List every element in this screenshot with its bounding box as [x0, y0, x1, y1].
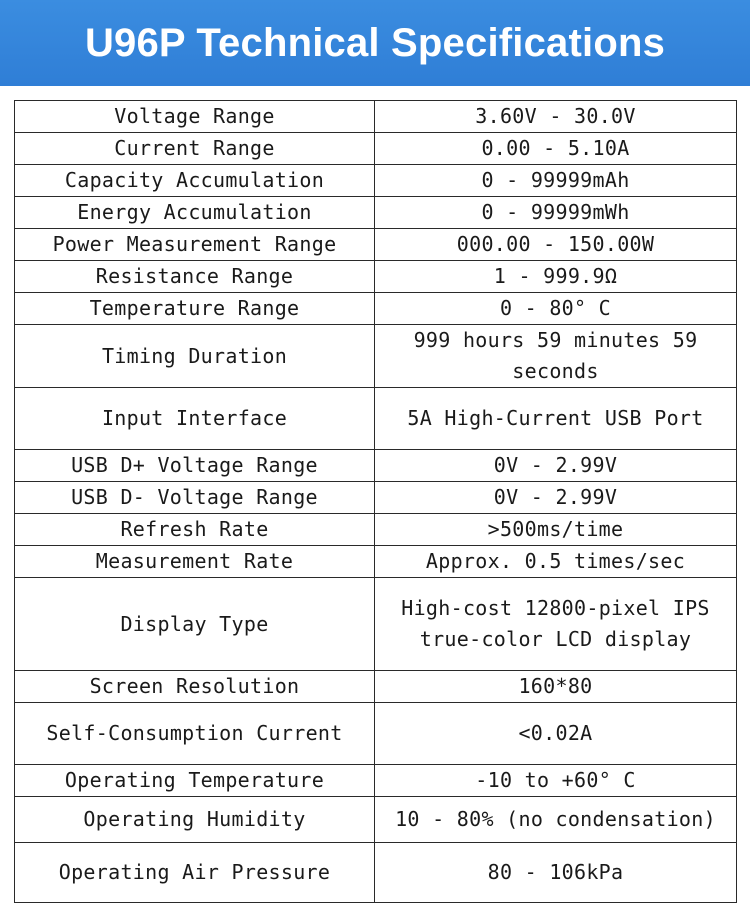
spec-label: Self-Consumption Current: [15, 703, 375, 765]
table-row: [15, 229, 737, 261]
spec-value: 999 hours 59 minutes 59 seconds: [375, 325, 737, 388]
spec-value: 1 - 999.9Ω: [375, 261, 737, 293]
table-row: [15, 546, 737, 578]
table-row: [15, 101, 737, 133]
spec-value: 160*80: [375, 671, 737, 703]
page-title: U96P Technical Specifications: [84, 20, 666, 65]
spec-label: Operating Temperature: [15, 765, 375, 797]
spec-label: Screen Resolution: [15, 671, 375, 703]
table-row: [15, 133, 737, 165]
spec-label: Voltage Range: [15, 101, 375, 133]
spec-label: USB D- Voltage Range: [15, 482, 375, 514]
spec-value: 10 - 80% (no condensation): [375, 797, 737, 843]
spec-value: 0V - 2.99V: [375, 450, 737, 482]
spec-value: 80 - 106kPa: [375, 843, 737, 903]
spec-value: 0V - 2.99V: [375, 482, 737, 514]
spec-label: USB D+ Voltage Range: [15, 450, 375, 482]
table-row: [15, 388, 737, 450]
table-row: [15, 482, 737, 514]
spec-label: Display Type: [15, 578, 375, 671]
table-row: [15, 671, 737, 703]
spec-value: 0 - 99999mAh: [375, 165, 737, 197]
spec-value: 0 - 80° C: [375, 293, 737, 325]
spec-label: Temperature Range: [15, 293, 375, 325]
spec-label: Refresh Rate: [15, 514, 375, 546]
spec-label: Power Measurement Range: [15, 229, 375, 261]
table-row: [15, 165, 737, 197]
spec-value: 0.00 - 5.10A: [375, 133, 737, 165]
spec-value: Approx. 0.5 times/sec: [375, 546, 737, 578]
spec-value: High-cost 12800-pixel IPS true-color LCD display: [375, 578, 737, 671]
spec-label: Measurement Rate: [15, 546, 375, 578]
spec-value: <0.02A: [375, 703, 737, 765]
table-row: [15, 197, 737, 229]
spec-value: 5A High-Current USB Port: [375, 388, 737, 450]
specifications-table: [14, 100, 737, 903]
spec-label: Capacity Accumulation: [15, 165, 375, 197]
table-row: [15, 325, 737, 388]
table-row: [15, 765, 737, 797]
spec-value: 0 - 99999mWh: [375, 197, 737, 229]
spec-label: Energy Accumulation: [15, 197, 375, 229]
spec-label: Timing Duration: [15, 325, 375, 388]
spec-label: Current Range: [15, 133, 375, 165]
spec-label: Input Interface: [15, 388, 375, 450]
spec-label: Operating Humidity: [15, 797, 375, 843]
table-row: [15, 797, 737, 843]
table-row: [15, 261, 737, 293]
spec-label: Resistance Range: [15, 261, 375, 293]
table-row: [15, 578, 737, 671]
spec-value: 3.60V - 30.0V: [375, 101, 737, 133]
table-row: [15, 703, 737, 765]
spec-value: >500ms/time: [375, 514, 737, 546]
table-row: [15, 293, 737, 325]
spec-label: Operating Air Pressure: [15, 843, 375, 903]
table-row: [15, 514, 737, 546]
table-row: [15, 843, 737, 903]
spec-value: -10 to +60° C: [375, 765, 737, 797]
title-banner: [0, 0, 750, 86]
table-row: [15, 450, 737, 482]
spec-value: 000.00 - 150.00W: [375, 229, 737, 261]
